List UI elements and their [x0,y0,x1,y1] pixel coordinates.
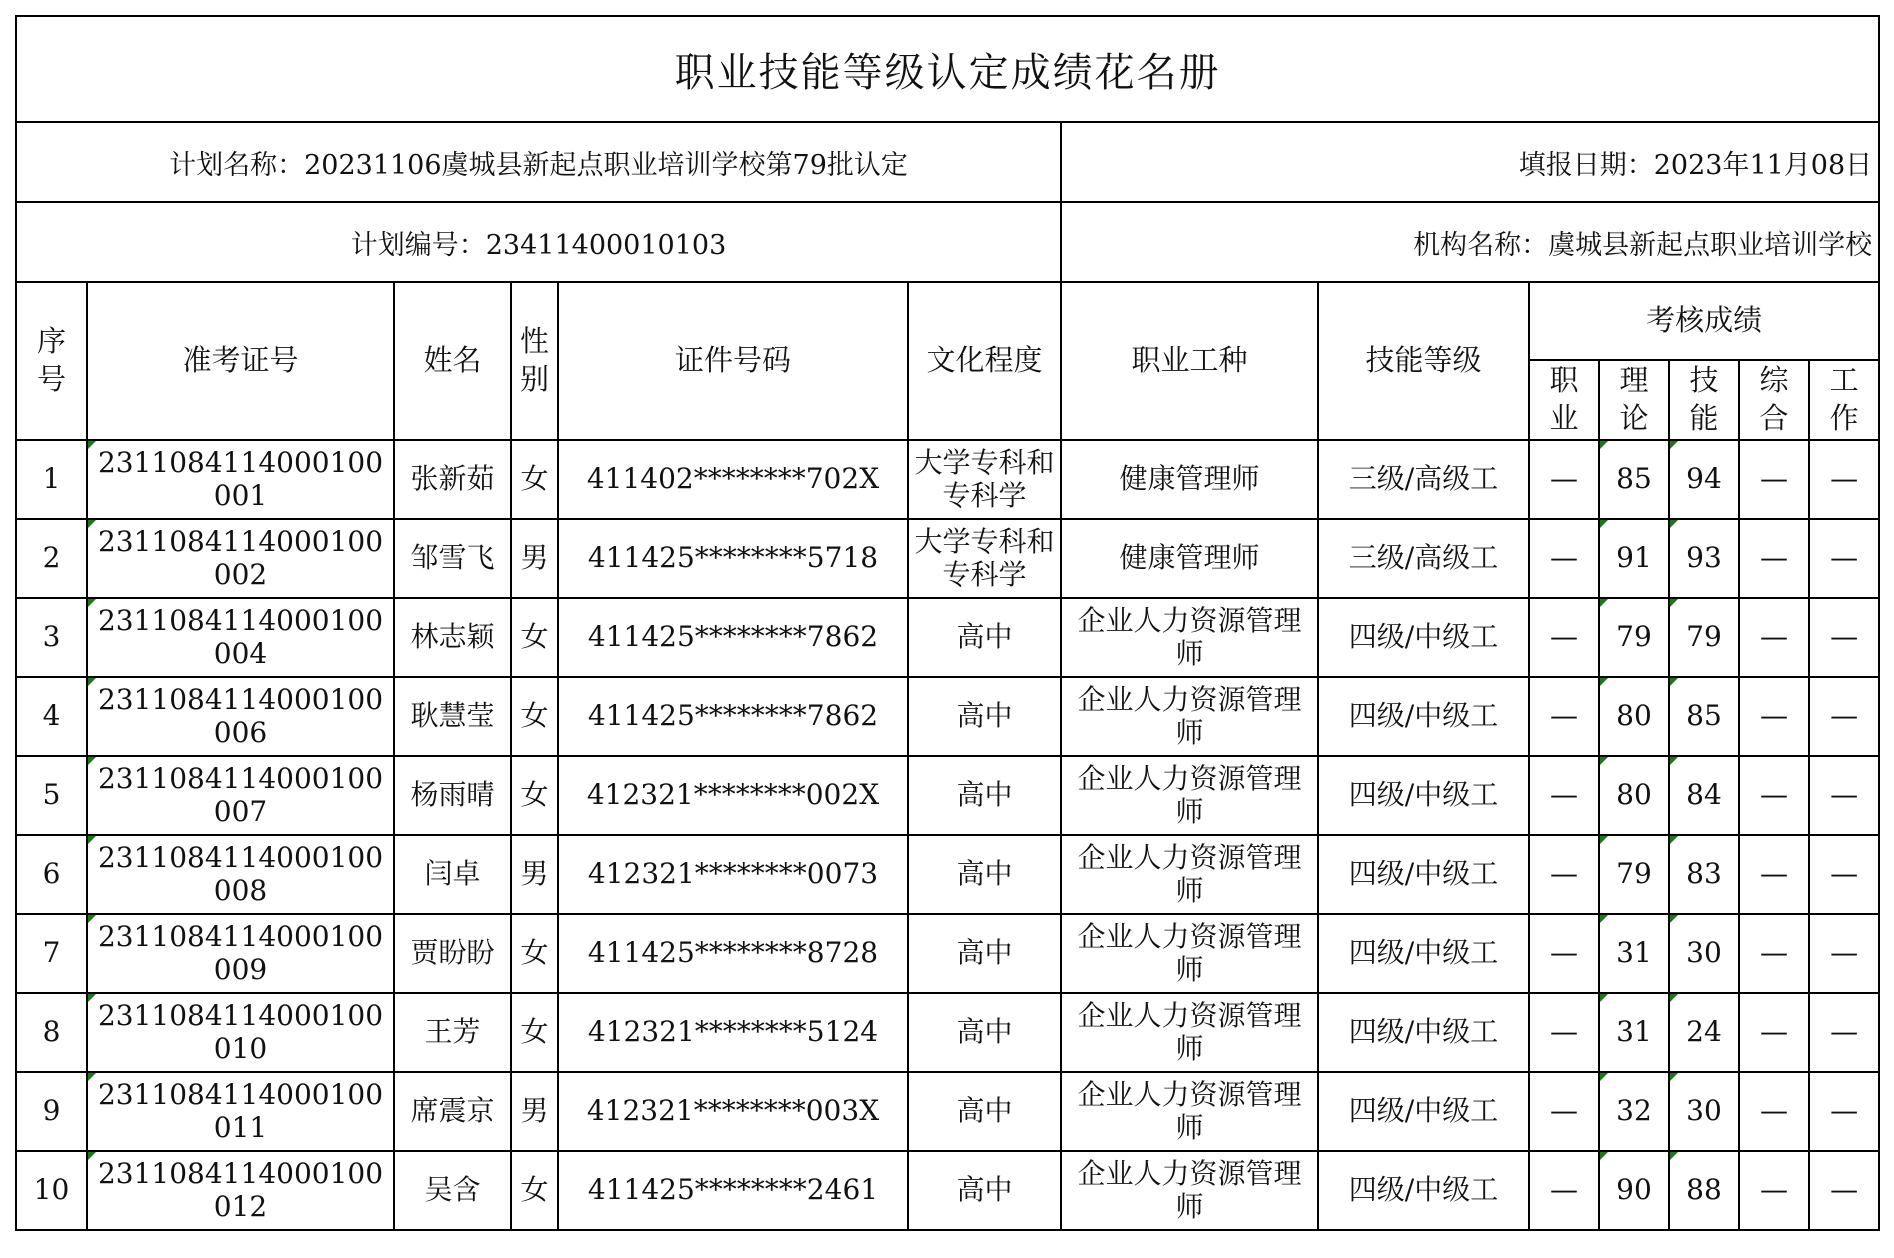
cell-name: 张新茹 [394,440,511,519]
roster-table [15,15,1880,1231]
header-name: 姓名 [394,282,511,440]
cell-seq: 2 [16,519,87,598]
cell-skill-level: 三级/高级工 [1318,519,1529,598]
cell-gender: 女 [511,993,558,1072]
cell-gender: 男 [511,1072,558,1151]
cell-skill-level: 四级/中级工 [1318,598,1529,677]
cell-id-number: 411425********2461 [558,1151,908,1230]
cell-score-skill: 85 [1669,677,1739,756]
cell-id-number: 411425********8728 [558,914,908,993]
cell-exam-id: 2311084114000100001 [87,440,394,519]
table-row [16,519,1879,598]
cell-exam-id: 2311084114000100010 [87,993,394,1072]
cell-id-number: 411425********5718 [558,519,908,598]
cell-name: 邹雪飞 [394,519,511,598]
cell-occupation: 企业人力资源管理师 [1061,1151,1318,1230]
cell-score-work: — [1809,1072,1879,1151]
cell-score-comprehensive: — [1739,677,1809,756]
cell-gender: 男 [511,519,558,598]
header-occupation: 职业工种 [1061,282,1318,440]
cell-occupation: 企业人力资源管理师 [1061,835,1318,914]
cell-score-skill: 79 [1669,598,1739,677]
cell-score-occupation: — [1529,914,1599,993]
cell-score-theory: 85 [1599,440,1669,519]
cell-gender: 男 [511,835,558,914]
cell-id-number: 411425********7862 [558,598,908,677]
cell-score-comprehensive: — [1739,598,1809,677]
cell-education: 高中 [908,993,1061,1072]
cell-score-comprehensive: — [1739,914,1809,993]
cell-id-number: 412321********003X [558,1072,908,1151]
cell-exam-id: 2311084114000100008 [87,835,394,914]
header-score-comprehensive: 综 合 [1739,360,1809,440]
cell-id-number: 412321********002X [558,756,908,835]
table-row [16,993,1879,1072]
header-skill-level: 技能等级 [1318,282,1529,440]
cell-id-number: 412321********5124 [558,993,908,1072]
org-name: 机构名称：虞城县新起点职业培训学校 [1061,202,1879,282]
cell-score-theory: 79 [1599,835,1669,914]
cell-score-theory: 31 [1599,993,1669,1072]
cell-skill-level: 四级/中级工 [1318,677,1529,756]
cell-exam-id: 2311084114000100011 [87,1072,394,1151]
cell-score-theory: 79 [1599,598,1669,677]
cell-exam-id: 2311084114000100006 [87,677,394,756]
header-education: 文化程度 [908,282,1061,440]
cell-seq: 5 [16,756,87,835]
cell-skill-level: 四级/中级工 [1318,914,1529,993]
cell-exam-id: 2311084114000100004 [87,598,394,677]
cell-score-comprehensive: — [1739,756,1809,835]
cell-skill-level: 四级/中级工 [1318,756,1529,835]
cell-education: 大学专科和专科学 [908,440,1061,519]
header-gender: 性 别 [511,282,558,440]
cell-seq: 10 [16,1151,87,1230]
header-score-work: 工 作 [1809,360,1879,440]
cell-gender: 女 [511,756,558,835]
cell-score-theory: 80 [1599,677,1669,756]
cell-occupation: 企业人力资源管理师 [1061,1072,1318,1151]
cell-score-work: — [1809,756,1879,835]
cell-seq: 9 [16,1072,87,1151]
header-score-skill: 技 能 [1669,360,1739,440]
plan-number: 计划编号：23411400010103 [16,202,1061,282]
cell-score-comprehensive: — [1739,835,1809,914]
cell-score-skill: 30 [1669,914,1739,993]
header-score-occupation: 职 业 [1529,360,1599,440]
cell-occupation: 健康管理师 [1061,519,1318,598]
cell-name: 王芳 [394,993,511,1072]
table-body [16,440,1879,1230]
header-scores-group: 考核成绩 [1529,282,1879,360]
cell-id-number: 412321********0073 [558,835,908,914]
cell-score-work: — [1809,677,1879,756]
cell-score-theory: 90 [1599,1151,1669,1230]
cell-score-work: — [1809,835,1879,914]
cell-score-theory: 32 [1599,1072,1669,1151]
cell-score-occupation: — [1529,677,1599,756]
cell-occupation: 企业人力资源管理师 [1061,914,1318,993]
cell-score-comprehensive: — [1739,1072,1809,1151]
header-exam-id: 准考证号 [87,282,394,440]
table-row [16,677,1879,756]
cell-score-occupation: — [1529,756,1599,835]
cell-score-work: — [1809,993,1879,1072]
cell-score-work: — [1809,598,1879,677]
cell-skill-level: 四级/中级工 [1318,993,1529,1072]
cell-id-number: 411425********7862 [558,677,908,756]
cell-score-occupation: — [1529,993,1599,1072]
cell-occupation: 企业人力资源管理师 [1061,756,1318,835]
header-id-number: 证件号码 [558,282,908,440]
cell-name: 林志颖 [394,598,511,677]
plan-name: 计划名称：20231106虞城县新起点职业培训学校第79批认定 [16,122,1061,202]
cell-exam-id: 2311084114000100012 [87,1151,394,1230]
header-seq: 序 号 [16,282,87,440]
cell-education: 高中 [908,1072,1061,1151]
cell-seq: 1 [16,440,87,519]
cell-score-theory: 80 [1599,756,1669,835]
cell-education: 高中 [908,677,1061,756]
cell-seq: 7 [16,914,87,993]
cell-occupation: 企业人力资源管理师 [1061,993,1318,1072]
cell-seq: 8 [16,993,87,1072]
cell-score-occupation: — [1529,1072,1599,1151]
cell-name: 吴含 [394,1151,511,1230]
cell-gender: 女 [511,677,558,756]
fill-date: 填报日期：2023年11月08日 [1061,122,1879,202]
cell-skill-level: 四级/中级工 [1318,835,1529,914]
table-row [16,1151,1879,1230]
table-row [16,835,1879,914]
cell-gender: 女 [511,914,558,993]
cell-score-occupation: — [1529,835,1599,914]
cell-skill-level: 四级/中级工 [1318,1072,1529,1151]
cell-score-comprehensive: — [1739,993,1809,1072]
cell-score-skill: 93 [1669,519,1739,598]
cell-score-skill: 88 [1669,1151,1739,1230]
cell-seq: 4 [16,677,87,756]
page-title: 职业技能等级认定成绩花名册 [16,16,1879,122]
table-row [16,914,1879,993]
table-row [16,598,1879,677]
cell-score-occupation: — [1529,440,1599,519]
cell-score-skill: 84 [1669,756,1739,835]
cell-score-occupation: — [1529,598,1599,677]
cell-score-work: — [1809,440,1879,519]
cell-exam-id: 2311084114000100002 [87,519,394,598]
table-row [16,1072,1879,1151]
cell-exam-id: 2311084114000100009 [87,914,394,993]
cell-education: 高中 [908,914,1061,993]
cell-gender: 女 [511,440,558,519]
cell-seq: 6 [16,835,87,914]
cell-score-skill: 83 [1669,835,1739,914]
cell-score-skill: 94 [1669,440,1739,519]
cell-score-work: — [1809,1151,1879,1230]
cell-gender: 女 [511,1151,558,1230]
cell-score-comprehensive: — [1739,519,1809,598]
cell-occupation: 企业人力资源管理师 [1061,598,1318,677]
cell-skill-level: 三级/高级工 [1318,440,1529,519]
cell-score-skill: 24 [1669,993,1739,1072]
cell-id-number: 411402********702X [558,440,908,519]
header-score-theory: 理 论 [1599,360,1669,440]
cell-score-work: — [1809,519,1879,598]
cell-skill-level: 四级/中级工 [1318,1151,1529,1230]
cell-score-theory: 31 [1599,914,1669,993]
cell-education: 高中 [908,598,1061,677]
cell-score-skill: 30 [1669,1072,1739,1151]
cell-name: 杨雨晴 [394,756,511,835]
cell-exam-id: 2311084114000100007 [87,756,394,835]
cell-name: 贾盼盼 [394,914,511,993]
cell-occupation: 企业人力资源管理师 [1061,677,1318,756]
cell-occupation: 健康管理师 [1061,440,1318,519]
cell-score-occupation: — [1529,1151,1599,1230]
cell-education: 高中 [908,835,1061,914]
cell-education: 大学专科和专科学 [908,519,1061,598]
cell-score-comprehensive: — [1739,440,1809,519]
roster-sheet [15,15,1878,1231]
cell-name: 席震京 [394,1072,511,1151]
cell-score-comprehensive: — [1739,1151,1809,1230]
table-row [16,756,1879,835]
cell-education: 高中 [908,756,1061,835]
cell-score-occupation: — [1529,519,1599,598]
cell-score-theory: 91 [1599,519,1669,598]
cell-seq: 3 [16,598,87,677]
cell-name: 闫卓 [394,835,511,914]
table-row [16,440,1879,519]
cell-gender: 女 [511,598,558,677]
cell-name: 耿慧莹 [394,677,511,756]
cell-education: 高中 [908,1151,1061,1230]
cell-score-work: — [1809,914,1879,993]
